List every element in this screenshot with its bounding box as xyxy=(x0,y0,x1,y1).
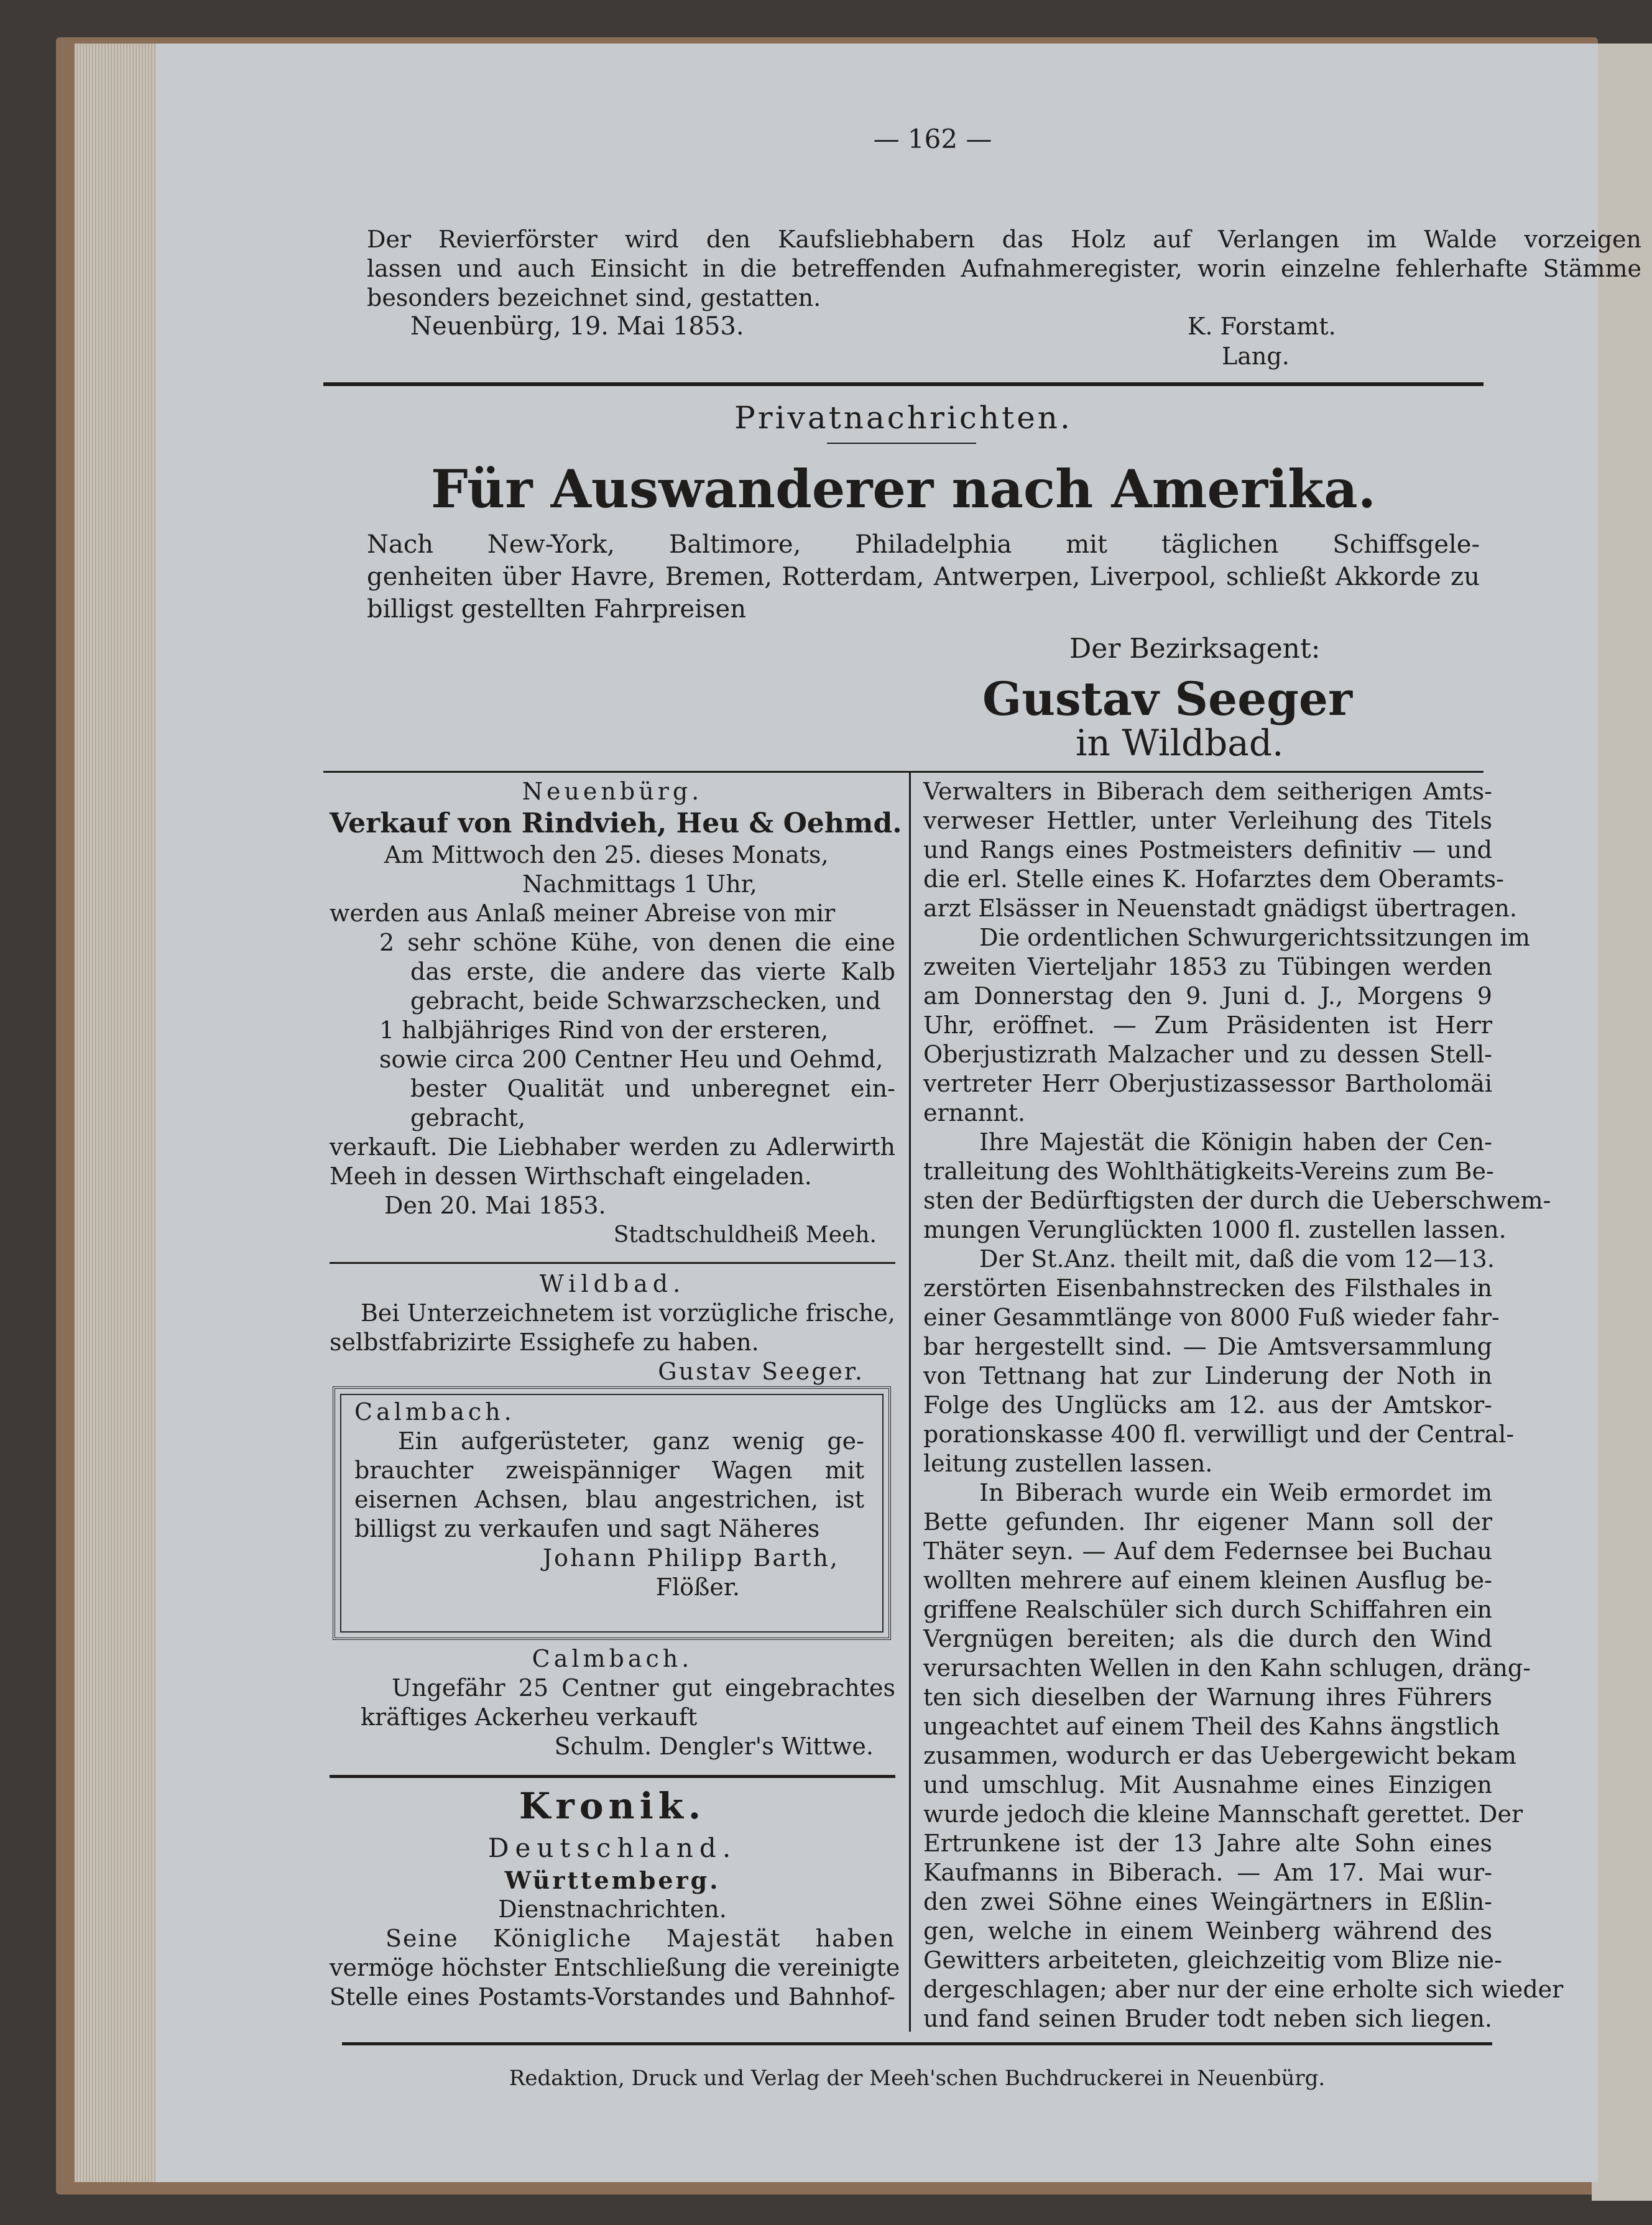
news-line: mungen Verunglückten 1000 fl. zustellen lassen. xyxy=(923,1216,1507,1243)
news-line: die erl. Stelle eines K. Hofarztes dem Oberamts- xyxy=(923,865,1505,893)
ad1-line: Am Mittwoch den 25. dieses Monats, xyxy=(384,841,829,868)
news-line: bar hergestellt sind. — Die Amtsversammlung xyxy=(923,1333,1492,1360)
news-line: verweser Hettler, unter Verleihung des Titels xyxy=(923,807,1492,834)
ad-title: Für Auswanderer nach Amerika. xyxy=(431,458,1376,520)
left-column xyxy=(330,777,902,1250)
ad1-line: bester Qualität und unberegnet ein- xyxy=(410,1075,895,1102)
kronik-line: Seine Königliche Majestät haben xyxy=(385,1925,895,1952)
news-line: Vergnügen bereiten; als die durch den Wind xyxy=(923,1625,1492,1652)
ad-line: genheiten über Havre, Bremen, Rotterdam, Antwerpen, Liverpool, schließt Akkorde zu xyxy=(367,563,1480,591)
heading-underline xyxy=(827,443,976,444)
ad2-signer: Gustav Seeger. xyxy=(658,1358,864,1385)
kronik-heading: Kronik. xyxy=(519,1785,706,1827)
ad1-line: sowie circa 200 Centner Heu und Oehmd, xyxy=(379,1046,884,1073)
ad2-line: selbstfabrizirte Essighefe zu haben. xyxy=(330,1329,759,1356)
column-divider xyxy=(909,772,911,2032)
ad4-line: Ungefähr 25 Centner gut eingebrachtes xyxy=(392,1674,895,1702)
news-line: tralleitung des Wohlthätigkeits-Vereins zum Be- xyxy=(923,1158,1494,1185)
news-line: griffene Realschüler sich durch Schiffahren ein xyxy=(923,1596,1492,1623)
kronik xyxy=(330,1781,900,2012)
agent-label: Der Bezirksagent: xyxy=(1069,633,1321,665)
ad3-signer2: Flößer. xyxy=(655,1573,740,1601)
news-line: Oberjustizrath Malzacher und zu dessen Stell- xyxy=(923,1041,1492,1068)
ad-separator xyxy=(330,1262,895,1264)
news-line: Verwalters in Biberach dem seitherigen Amts- xyxy=(923,778,1492,805)
emigration-ad xyxy=(367,528,1641,625)
news-line: gen, welche in einem Weinberg während des xyxy=(923,1917,1492,1945)
news-line: von Tettnang hat zur Linderung der Noth in xyxy=(923,1362,1492,1389)
news-line: am Donnerstag den 9. Juni d. J., Morgens 9 xyxy=(923,982,1492,1010)
notice-line: Der Revierförster wird den Kaufsliebhabern das Holz auf Verlangen im Walde vorzeigen xyxy=(367,226,1641,253)
ad1-line: Den 20. Mai 1853. xyxy=(384,1192,606,1219)
news-line: ungeachtet auf einem Theil des Kahns ängstlich xyxy=(923,1713,1500,1740)
news-line: den zwei Söhne eines Weingärtners in Eßlin- xyxy=(923,1888,1492,1915)
news-line: ernannt. xyxy=(923,1099,1026,1126)
kronik-country: Deutschland. xyxy=(487,1833,737,1863)
newspaper-page xyxy=(155,44,1641,2182)
section-rule xyxy=(323,771,1484,773)
ad4-signer: Schulm. Dengler's Wittwe. xyxy=(554,1733,874,1760)
printer-imprint: Redaktion, Druck und Verlag der Meeh'schen Buchdruckerei in Neuenbürg. xyxy=(509,2066,1326,2091)
news-line: Thäter seyn. — Auf dem Federnsee bei Buchau xyxy=(923,1537,1492,1565)
ad4-line: kräftiges Ackerheu verkauft xyxy=(361,1703,698,1731)
ad1-line: Nachmittags 1 Uhr, xyxy=(522,870,757,898)
page-number: — 162 — xyxy=(873,124,992,154)
ad2-place: Wildbad. xyxy=(539,1270,686,1297)
notice-place-date: Neuenbürg, 19. Mai 1853. xyxy=(410,312,744,341)
ad1-line: das erste, die andere das vierte Kalb xyxy=(410,958,895,985)
news-line: porationskasse 400 fl. verwilligt und der Central- xyxy=(923,1421,1515,1448)
ad-separator xyxy=(330,1775,895,1778)
ad-line: Nach New-York, Baltimore, Philadelphia mit täglichen Schiffsgele- xyxy=(367,530,1480,559)
privat-heading: Privatnachrichten. xyxy=(734,400,1073,436)
ad2 xyxy=(330,1269,895,1386)
agent-place: in Wildbad. xyxy=(1076,722,1284,764)
news-line: Folge des Unglücks am 12. aus der Amtskor- xyxy=(923,1391,1492,1419)
ad1-line: Meeh in dessen Wirthschaft eingeladen. xyxy=(330,1163,812,1190)
ad1-line: verkauft. Die Liebhaber werden zu Adlerwirth xyxy=(330,1133,895,1161)
news-line: Ertrunkene ist der 13 Jahre alte Sohn eines xyxy=(923,1830,1492,1857)
news-line: leitung zustellen lassen. xyxy=(923,1450,1213,1477)
news-line: einer Gesammtlänge von 8000 Fuß wieder fahr- xyxy=(923,1304,1500,1331)
news-line: Ihre Majestät die Königin haben der Cen- xyxy=(979,1128,1492,1156)
agent-name: Gustav Seeger xyxy=(982,673,1352,726)
news-line: und fand seinen Bruder todt neben sich liegen. xyxy=(923,2005,1492,2032)
ad2-line: Bei Unterzeichnetem ist vorzügliche frische, xyxy=(361,1299,895,1327)
notice-line: lassen und auch Einsicht in die betreffenden Aufnahmeregister, worin einzelne fehlerhafte Stämme xyxy=(367,255,1641,282)
kronik-sub: Dienstnachrichten. xyxy=(498,1896,727,1923)
section-rule xyxy=(323,382,1484,386)
ad1-title: Verkauf von Rindvieh, Heu & Oehmd. xyxy=(330,808,902,839)
news-line: zusammen, wodurch er das Uebergewicht bekam xyxy=(923,1742,1516,1769)
ad3-line: eisernen Achsen, blau angestrichen, ist xyxy=(354,1486,864,1513)
news-line: dergeschlagen; aber nur der eine erholte sich wieder xyxy=(923,1976,1564,2003)
ad3-signer: Johann Philipp Barth, xyxy=(542,1544,839,1572)
kronik-line: vermöge höchster Entschließung die vereinigte xyxy=(330,1954,900,1981)
forest-notice xyxy=(367,225,1641,313)
kronik-line: Stelle eines Postamts-Vorstandes und Bahnhof- xyxy=(330,1983,895,2011)
ad1-line: gebracht, xyxy=(410,1104,526,1131)
ad1-line: werden aus Anlaß meiner Abreise von mir xyxy=(330,900,836,927)
ad1-place: Neuenbürg. xyxy=(522,778,703,805)
kronik-state: Württemberg. xyxy=(504,1866,721,1894)
news-line: ten sich dieselben der Warnung ihres Führers xyxy=(923,1684,1492,1711)
facing-page xyxy=(1592,44,1652,2201)
news-line: sten der Bedürftigsten der durch die Ueberschwem- xyxy=(923,1187,1551,1214)
ad4-place: Calmbach. xyxy=(532,1645,693,1672)
ad3-line: billigst zu verkaufen und sagt Näheres xyxy=(354,1515,820,1542)
news-line: verursachten Wellen in den Kahn schlugen, dräng- xyxy=(923,1654,1531,1682)
news-line: Uhr, eröffnet. — Zum Präsidenten ist Herr xyxy=(923,1011,1492,1039)
news-line: vertreter Herr Oberjustizassessor Bartholomäi xyxy=(923,1070,1492,1097)
news-line: zerstörten Eisenbahnstrecken des Filsthales in xyxy=(923,1274,1492,1302)
news-line: Gewitters arbeiteten, gleichzeitig vom Blize nie- xyxy=(923,1946,1502,1974)
news-line: arzt Elsässer in Neuenstadt gnädigst übertragen. xyxy=(923,895,1517,922)
news-line: Der St.Anz. theilt mit, daß die vom 12—13. xyxy=(979,1245,1495,1273)
news-line: Bette gefunden. Ihr eigener Mann soll der xyxy=(923,1508,1492,1536)
ad3-line: Ein aufgerüsteter, ganz wenig ge- xyxy=(398,1427,864,1455)
ad3-place: Calmbach. xyxy=(354,1398,515,1426)
news-line: Kaufmanns in Biberach. — Am 17. Mai wur- xyxy=(923,1859,1492,1886)
ad3-line: brauchter zweispänniger Wagen mit xyxy=(354,1457,864,1484)
notice-signer: Lang. xyxy=(1222,343,1290,370)
ad4 xyxy=(330,1644,895,1761)
news-line: wurde jedoch die kleine Mannschaft gerettet. Der xyxy=(923,1800,1523,1828)
ad1-line: gebracht, beide Schwarzschecken, und xyxy=(410,987,881,1015)
notice-line: besonders bezeichnet sind, gestatten. xyxy=(367,284,821,311)
news-line: zweiten Vierteljahr 1853 zu Tübingen werden xyxy=(923,953,1492,980)
news-line: und Rangs eines Postmeisters definitiv — und xyxy=(923,836,1492,864)
ad1-line: 1 halbjähriges Rind von der ersteren, xyxy=(379,1016,829,1044)
notice-office: K. Forstamt. xyxy=(1188,313,1336,340)
footer-rule xyxy=(342,2042,1492,2045)
ad-line: billigst gestellten Fahrpreisen xyxy=(367,595,746,624)
news-line: Die ordentlichen Schwurgerichtssitzungen im xyxy=(979,924,1530,951)
ad1-line: 2 sehr schöne Kühe, von denen die eine xyxy=(379,929,895,956)
news-line: In Biberach wurde ein Weib ermordet im xyxy=(979,1479,1492,1506)
news-line: wollten mehrere auf einem kleinen Ausflug be- xyxy=(923,1567,1492,1594)
ad1-signer: Stadtschuldheiß Meeh. xyxy=(613,1222,877,1248)
news-line: und umschlug. Mit Ausnahme eines Einzigen xyxy=(923,1771,1492,1799)
ad3 xyxy=(354,1398,864,1602)
right-column xyxy=(923,777,1564,2034)
